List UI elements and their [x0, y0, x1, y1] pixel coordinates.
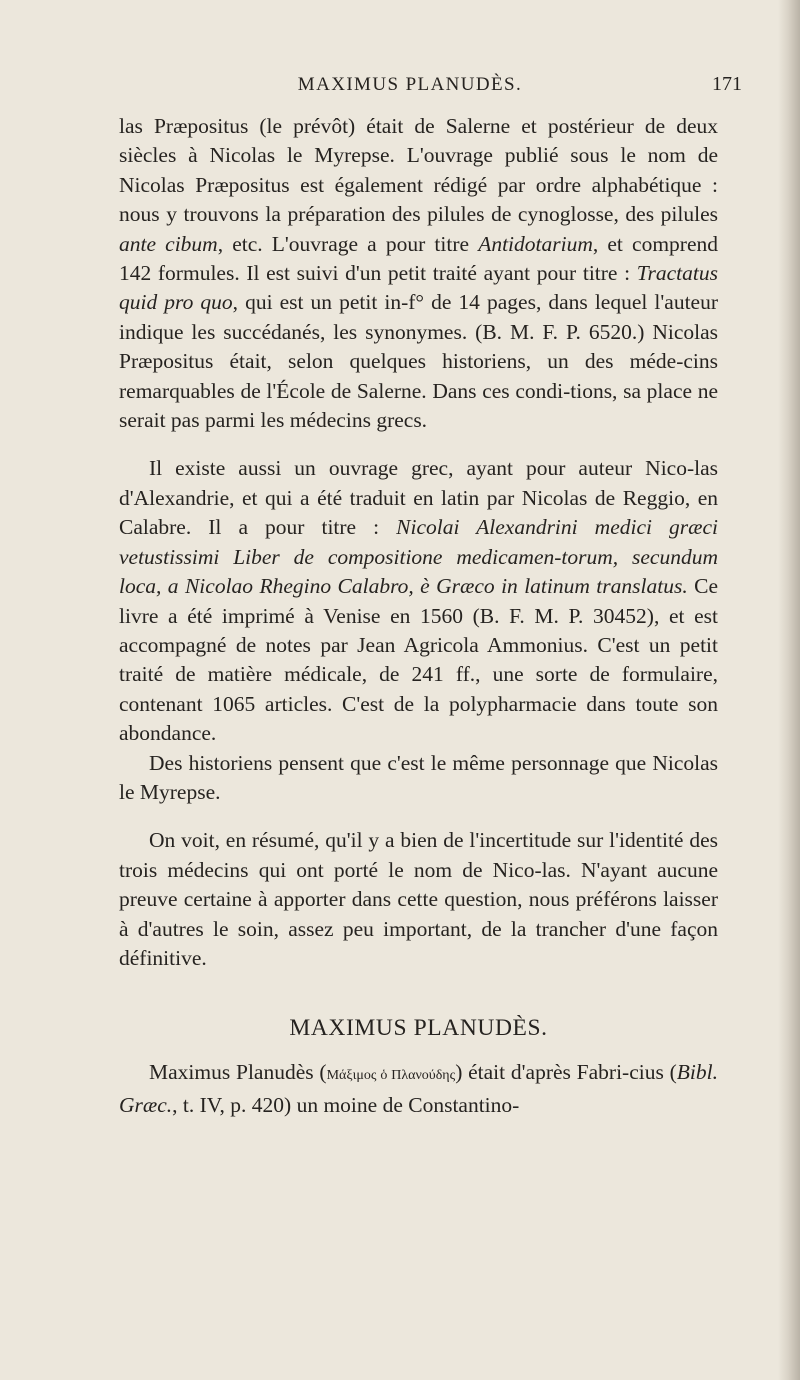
text-run: ) était d'après Fabri-cius ( [455, 1060, 677, 1085]
page-edge-shadow [778, 0, 800, 1380]
greek-name: Μάξιμος ὁ Πλανούδης [326, 1068, 456, 1084]
text-run: , qui est un petit in-f° de 14 pages, dans lequel l'auteur indique les succédanés, les synonymes. (B. M. F. P. 6520.) Nicolas Præpositus était, selon quelques historiens, un des méde-cins remarquables de l'École de Salerne. Dans ces condi-tions, sa place ne serait pas parmi les médecins grecs. [119, 290, 718, 433]
italic-citation: Bibl. Græc. [119, 1060, 718, 1117]
italic-term: ante cibum [119, 231, 218, 256]
paragraph-maximus-planudes [119, 1058, 718, 1120]
paragraph-historiens: Des historiens pensent que c'est le même personnage que Nicolas le Myrepse. [119, 750, 718, 804]
text-run: , t. IV, p. 420) un moine de Constantino- [172, 1092, 520, 1117]
section-heading: MAXIMUS PLANUDÈS. [289, 1015, 548, 1042]
page-body [119, 112, 718, 1120]
italic-title: Antidotarium [478, 231, 593, 256]
text-run: Maximus Planudès ( [149, 1060, 327, 1085]
text-run: , et comprend 142 formules. Il est suivi d'un petit traité ayant pour titre : [119, 231, 718, 286]
text-run: , etc. L'ouvrage a pour titre [217, 231, 479, 256]
paragraph-resume: On voit, en résumé, qu'il y a bien de l'incertitude sur l'identité des trois médecins qui ont porté le nom de Nico-las. N'ayant aucune preuve certaine à apporter dans cette question, nous préférons laisser à d'autres le soin, assez peu important, de la trancher d'une façon définitive. [119, 828, 718, 970]
paragraph-nicolas-praepositus [119, 112, 718, 435]
running-head: MAXIMUS PLANUDÈS. [297, 74, 523, 95]
page-number: 171 [712, 73, 742, 95]
paragraph-nicolas-alexandrie [119, 454, 718, 748]
italic-title: Tractatus quid pro quo [119, 261, 718, 315]
text-run: las Præpositus (le prévôt) était de Salerne et postérieur de deux siècles à Nicolas le Myrepse. L'ouvrage publié sous le nom de Nicolas Præpositus est également rédigé par ordre alphabétique : nous y trouvons la préparation des pilules de cynoglosse, des pilules [119, 114, 718, 227]
text-run: Il existe aussi un ouvrage grec, ayant pour auteur Nico-las d'Alexandrie, et qui a été traduit en latin par Nicolas de Reggio, en Calabre. Il a pour titre : [119, 456, 718, 540]
text-run: Ce livre a été imprimé à Venise en 1560 (B. F. M. P. 30452), et est accompagné de notes par Jean Agricola Ammonius. C'est un petit traité de matière médicale, de 241 ff., une sorte de formulaire, contenant 1065 articles. C'est de la polypharmacie dans toute son abondance. [119, 574, 718, 746]
italic-title: Nicolai Alexandrini medici græci vetustissimi Liber de compositione medicamen-torum, secundum loca, a Nicolao Rhegino Calabro, è Græco in latinum translatus. [119, 515, 718, 599]
